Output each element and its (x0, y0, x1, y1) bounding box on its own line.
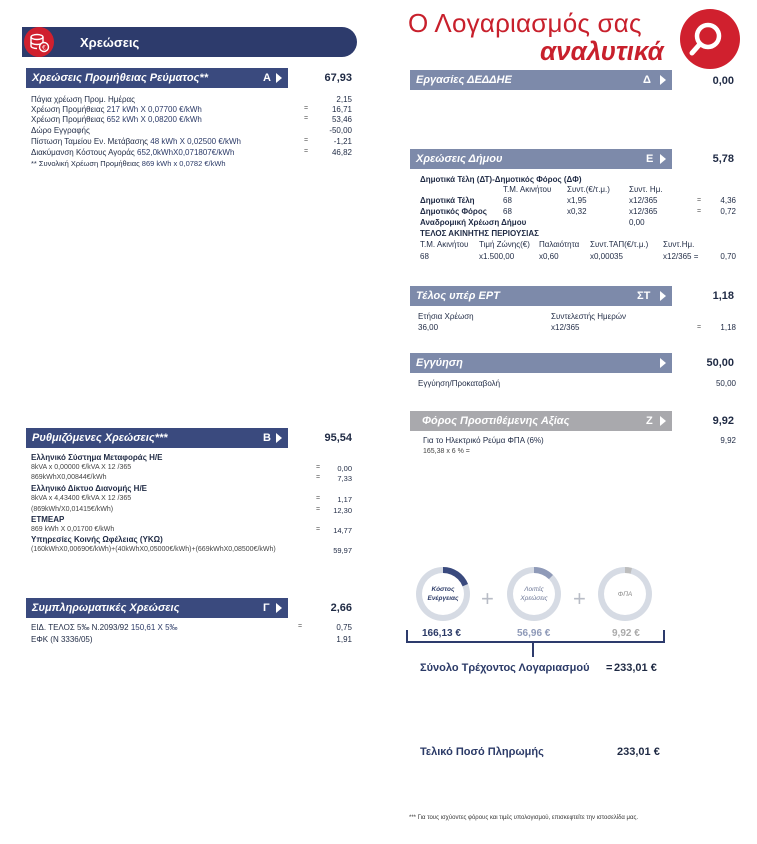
plus-icon: + (481, 586, 494, 611)
regulated-r1b-value: 7,33 (337, 474, 352, 483)
regulated-r2b-eq: = (316, 506, 321, 513)
brand-line2: αναλυτικά (540, 36, 664, 66)
vat-row-value: 9,92 (720, 436, 736, 445)
supply-row-2-value: 16,71 (331, 105, 352, 114)
section-regulated-letter: Β (263, 432, 271, 444)
municipal-tap-col-3: Παλαιότητα (539, 240, 580, 249)
regulated-heading-1: Ελληνικό Σύστημα Μεταφοράς Η/Ε (31, 453, 163, 462)
svg-text:€: € (42, 44, 46, 52)
supply-row-3-eq: = (304, 115, 309, 122)
ert-value-1: 36,00 (418, 323, 439, 332)
ert-value-2: x12/365 (551, 323, 580, 332)
municipal-tap-val-5: x12/365 = (663, 252, 699, 261)
municipal-tap-val-4: x0,00035 (590, 252, 623, 261)
regulated-r1b: 869kWhX0,00844€/kWh (31, 474, 107, 481)
regulated-r3a-eq: = (316, 526, 321, 533)
municipal-col-1: Τ.Μ. Ακινήτου (503, 185, 552, 194)
section-regulated-title: Ρυθμιζόμενες Χρεώσεις*** (32, 432, 168, 444)
municipal-tap-col-1: Τ.Μ. Ακινήτου (420, 240, 469, 249)
extra-row-2: ΕΦΚ (Ν 3336/05) (31, 635, 93, 644)
municipal-row-b-value: 0,72 (720, 207, 736, 216)
municipal-tap-val-3: x0,60 (539, 252, 559, 261)
section-deposit-amount: 50,00 (706, 357, 734, 369)
search-icon[interactable] (680, 9, 740, 69)
section-deposit-title: Εγγύηση (416, 357, 463, 369)
supply-row-6-value: 46,82 (331, 148, 352, 157)
chevron-right-icon (276, 73, 282, 83)
supply-row-1: Πάγια χρέωση Προμ. Ημέρας (31, 95, 136, 104)
summary-energy-label: Κόστος Ενέργειας (422, 573, 464, 615)
final-amount-value: 233,01 € (617, 746, 660, 758)
supply-row-5-eq: = (304, 137, 309, 144)
summary-vat-circle (598, 567, 652, 621)
section-deddie-header[interactable] (410, 70, 672, 90)
summary-energy-value: 166,13 € (422, 628, 461, 639)
section-deddie-letter: Δ (643, 74, 651, 86)
section-extra-title: Συμπληρωματικές Χρεώσεις (32, 602, 180, 614)
extra-row-1-value: 0,75 (336, 623, 352, 632)
supply-row-3-value: 53,46 (331, 115, 352, 124)
header-title: Χρεώσεις (80, 35, 140, 50)
regulated-r4a-value: 59,97 (333, 546, 352, 555)
section-deddie-amount: 0,00 (712, 75, 734, 87)
supply-row-3: Χρέωση Προμήθειας 652 kWh X 0,08200 €/kWh (31, 115, 202, 124)
supply-row-4: Δώρο Εγγραφής (31, 126, 90, 135)
supply-note: ** Συνολική Χρέωση Προμήθειας 869 kWh x 0,0782 €/kWh (31, 159, 226, 168)
footnote: *** Για τους ισχύοντες φόρους και τιμές υπολογισμού, επισκεφτείτε την ιστοσελίδα μας. (409, 815, 639, 821)
section-ert-header[interactable] (410, 286, 672, 306)
summary-energy-circle (416, 567, 470, 621)
ert-value: 1,18 (720, 323, 736, 332)
regulated-r2a-eq: = (316, 495, 321, 502)
section-extra-letter: Γ (263, 602, 270, 614)
chevron-right-icon (276, 603, 282, 613)
section-vat-letter: Ζ (646, 415, 653, 427)
supply-row-5-value: -1,21 (333, 137, 352, 146)
regulated-r1a: 8kVA x 0,00000 €/kVA X 12 /365 (31, 464, 132, 471)
municipal-tap-col-2: Τιμή Ζώνης(€) (479, 240, 530, 249)
municipal-row-a-days: x12/365 (629, 196, 658, 205)
final-amount-label: Τελικό Ποσό Πληρωμής (420, 746, 544, 758)
municipal-row-c-label: Αναδρομική Χρέωση Δήμου (420, 218, 527, 227)
regulated-heading-4: Υπηρεσίες Κοινής Ωφέλειας (ΥΚΩ) (31, 535, 163, 544)
section-regulated-amount: 95,54 (324, 432, 352, 444)
municipal-col-3: Συντ. Ημ. (629, 185, 663, 194)
municipal-row-a-sqm: 68 (503, 196, 512, 205)
supply-row-2: Χρέωση Προμήθειας 217 kWh X 0,07700 €/kWh (31, 105, 202, 114)
municipal-row-b-sqm: 68 (503, 207, 512, 216)
ert-eq: = (697, 324, 702, 331)
municipal-heading-1: Δημοτικά Τέλη (ΔΤ)-Δημοτικός Φόρος (ΔΦ) (420, 175, 582, 184)
summary-other-circle (507, 567, 561, 621)
summary-total-label: Σύνολο Τρέχοντος Λογαριασμού (420, 662, 590, 674)
municipal-row-b-days: x12/365 (629, 207, 658, 216)
regulated-r2b-value: 12,30 (333, 506, 352, 515)
brand-line1: Ο Λογαριασμός σας (408, 8, 642, 38)
municipal-row-a-label: Δημοτικά Τέλη (420, 196, 475, 205)
supply-row-6-eq: = (304, 148, 309, 155)
section-vat-header[interactable] (410, 411, 672, 431)
summary-total-value: 233,01 € (614, 662, 657, 674)
deposit-row-value: 50,00 (715, 379, 736, 388)
municipal-tap-col-4: Συντ.ΤΑΠ(€/τ.μ.) (590, 240, 649, 249)
chevron-right-icon (660, 291, 666, 301)
section-supply-letter: Α (263, 72, 271, 84)
coins-icon (24, 27, 54, 57)
municipal-heading-2: ΤΕΛΟΣ ΑΚΙΝΗΤΗΣ ΠΕΡΙΟΥΣΙΑΣ (420, 229, 539, 238)
municipal-row-a-value: 4,36 (720, 196, 736, 205)
municipal-col-2: Συντ.(€/τ.μ.) (567, 185, 610, 194)
regulated-heading-3: ΕΤΜΕΑΡ (31, 515, 65, 524)
vat-row-detail: 165,38 x 6 % = (423, 448, 470, 455)
section-supply-title: Χρεώσεις Προμήθειας Ρεύματος** (32, 72, 208, 84)
summary-vat-value: 9,92 € (612, 628, 640, 639)
section-ert-amount: 1,18 (712, 290, 734, 302)
municipal-row-a-eq: = (697, 197, 702, 204)
regulated-r2b: (869kWh/X0,01415€/kWh) (31, 506, 114, 513)
plus-icon: + (573, 586, 586, 611)
header-bar (22, 27, 357, 57)
section-municipal-amount: 5,78 (712, 153, 734, 165)
section-deddie-title: Εργασίες ΔΕΔΔΗΕ (416, 74, 512, 86)
summary-total-eq: = (606, 662, 613, 674)
supply-row-2-eq: = (304, 105, 309, 112)
section-supply-header[interactable] (26, 68, 288, 88)
section-municipal-header[interactable] (410, 149, 672, 169)
municipal-tap-val-2: x1.500,00 (479, 252, 515, 261)
section-vat-title: Φόρος Προστιθέμενης Αξίας (422, 415, 570, 427)
municipal-row-b-eq: = (697, 208, 702, 215)
ert-label-1: Ετήσια Χρέωση (418, 312, 474, 321)
section-extra-amount: 2,66 (330, 602, 352, 614)
extra-row-2-value: 1,91 (336, 635, 352, 644)
section-ert-letter: ΣΤ (637, 290, 651, 302)
regulated-r3a: 869 kWh X 0,01700 €/kWh (31, 526, 115, 533)
municipal-tap-col-5: Συντ.Ημ. (663, 240, 695, 249)
chevron-right-icon (660, 416, 666, 426)
regulated-r2a-value: 1,17 (337, 495, 352, 504)
chevron-right-icon (660, 154, 666, 164)
municipal-row-b-label: Δημοτικός Φόρος (420, 207, 487, 216)
supply-row-4-value: -50,00 (329, 126, 352, 135)
section-extra-header[interactable] (26, 598, 288, 618)
summary-vat-label: ΦΠΑ (604, 573, 646, 615)
summary-other-label: Λοιπές Χρεώσεις (513, 573, 555, 615)
extra-row-1-eq: = (298, 623, 303, 630)
municipal-tap-val-1: 68 (420, 252, 429, 261)
ert-label-2: Συντελεστής Ημερών (551, 312, 626, 321)
vat-row-label: Για το Ηλεκτρικό Ρεύμα ΦΠΑ (6%) (423, 436, 544, 445)
supply-row-6: Διακύμανση Κόστους Αγοράς 652,0kWhX0,071807€/kWh (31, 148, 235, 157)
regulated-r4a: (160kWhX0,00690€/kWh)+(40kWhX0,05000€/kWh)+(669kWhX0,08500€/kWh) (31, 546, 276, 553)
deposit-row-label: Εγγύηση/Προκαταβολή (418, 379, 501, 388)
municipal-row-c-value: 0,00 (629, 218, 645, 227)
supply-row-1-value: 2,15 (336, 95, 352, 104)
section-ert-title: Τέλος υπέρ ΕΡΤ (416, 290, 500, 302)
section-municipal-title: Χρεώσεις Δήμου (416, 153, 503, 165)
summary-other-value: 56,96 € (517, 628, 551, 639)
regulated-heading-2: Ελληνικό Δίκτυο Διανομής Η/Ε (31, 484, 147, 493)
regulated-r1a-eq: = (316, 464, 321, 471)
section-deposit-header[interactable] (410, 353, 672, 373)
regulated-r1a-value: 0,00 (337, 464, 352, 473)
extra-row-1: ΕΙΔ. ΤΕΛΟΣ 5‰ Ν.2093/92 150,61 X 5‰ (31, 623, 178, 632)
municipal-tap-value: 0,70 (720, 252, 736, 261)
municipal-row-b-coef: x0,32 (567, 207, 587, 216)
section-municipal-letter: Ε (646, 153, 654, 165)
section-vat-amount: 9,92 (712, 415, 734, 427)
section-regulated-header[interactable] (26, 428, 288, 448)
chevron-right-icon (276, 433, 282, 443)
summary-bracket-stem (532, 641, 534, 657)
regulated-r1b-eq: = (316, 474, 321, 481)
supply-row-5: Πίστωση Ταμείου Εν. Μετάβασης 48 kWh X 0,02500 €/kWh (31, 137, 241, 146)
section-supply-amount: 67,93 (324, 72, 352, 84)
chevron-right-icon (660, 75, 666, 85)
chevron-right-icon (660, 358, 666, 368)
regulated-r3a-value: 14,77 (333, 526, 352, 535)
municipal-row-a-coef: x1,95 (567, 196, 587, 205)
regulated-r2a: 8kVA x 4,43400 €/kVA X 12 /365 (31, 495, 132, 502)
